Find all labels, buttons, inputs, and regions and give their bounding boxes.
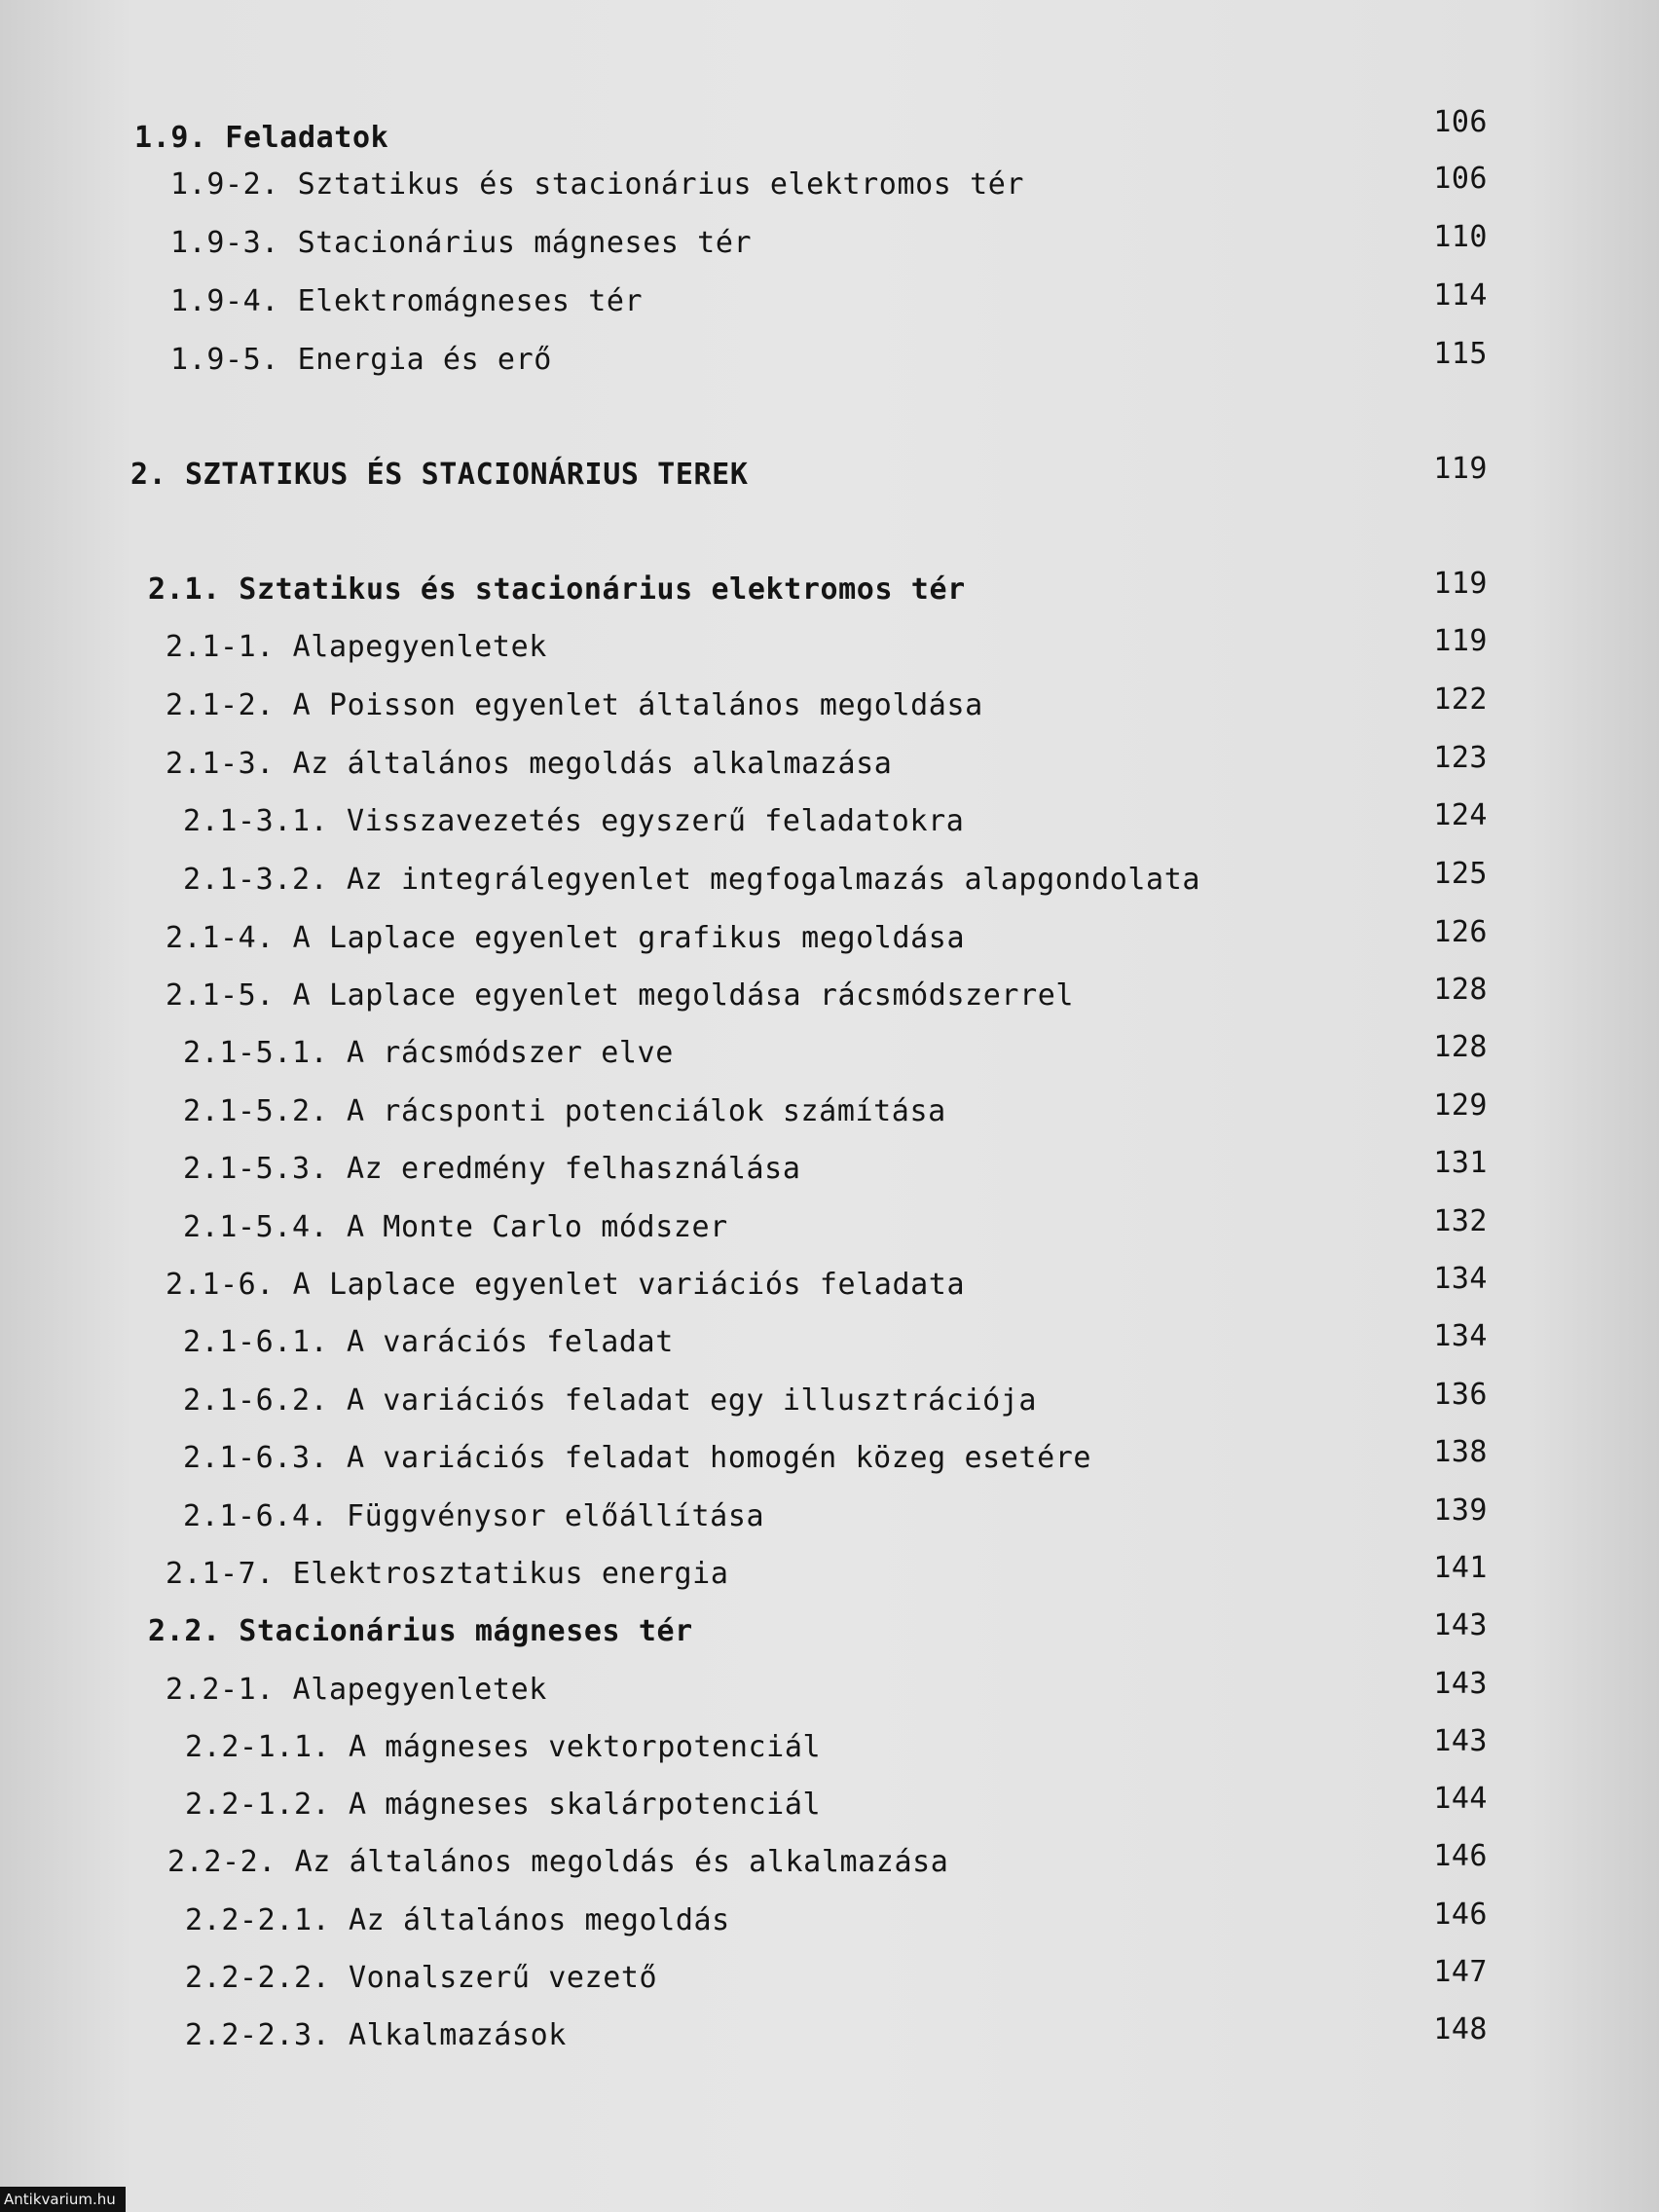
toc-entry-page-number: 125 (1433, 857, 1488, 891)
toc-entry-label: 2.1-5. A Laplace egyenlet megoldása rácsmódszerrel (166, 978, 1075, 1013)
toc-entry-label: 2.2-2.1. Az általános megoldás (185, 1903, 730, 1937)
toc-entry-page-number: 131 (1433, 1146, 1488, 1180)
toc-entry-page-number: 119 (1433, 567, 1488, 601)
toc-entry-label: 2. SZTATIKUS ÉS STACIONÁRIUS TEREK (130, 458, 749, 492)
toc-entry-label: 2.1-3.2. Az integrálegyenlet megfogalmazás alapgondolata (183, 863, 1201, 897)
toc-entry-label: 2.2-2.3. Alkalmazások (185, 2018, 567, 2052)
toc-entry-label: 1.9-5. Energia és erő (170, 343, 552, 377)
toc-entry-label: 2.2-1.1. A mágneses vektorpotenciál (185, 1730, 822, 1764)
toc-entry-label: 2.2. Stacionárius mágneses tér (148, 1614, 693, 1648)
toc-entry-page-number: 106 (1433, 162, 1488, 196)
toc-entry-page-number: 134 (1433, 1262, 1488, 1296)
toc-entry-page-number: 146 (1433, 1839, 1488, 1873)
toc-entry-label: 2.1-6.1. A varációs feladat (183, 1325, 674, 1359)
toc-entry-page-number: 134 (1433, 1319, 1488, 1353)
toc-entry-page-number: 147 (1433, 1955, 1488, 1989)
toc-entry-label: 2.2-2.2. Vonalszerű vezető (185, 1961, 658, 1995)
toc-entry-page-number: 124 (1433, 798, 1488, 832)
toc-entry-page-number: 128 (1433, 1030, 1488, 1064)
toc-entry-page-number: 123 (1433, 741, 1488, 775)
toc-entry-label: 2.1-6.4. Függvénysor előállítása (183, 1499, 765, 1533)
toc-entry-page-number: 132 (1433, 1204, 1488, 1238)
toc-entry-page-number: 119 (1433, 452, 1488, 486)
toc-entry-label: 1.9-4. Elektromágneses tér (170, 284, 644, 318)
toc-entry-label: 2.1-6. A Laplace egyenlet variációs feladata (166, 1268, 966, 1302)
watermark-label: Antikvarium.hu (0, 2187, 126, 2212)
toc-entry-label: 2.1-4. A Laplace egyenlet grafikus megoldása (166, 921, 966, 955)
toc-entry-page-number: 143 (1433, 1667, 1488, 1701)
toc-entry-page-number: 128 (1433, 973, 1488, 1007)
toc-entry-page-number: 144 (1433, 1782, 1488, 1816)
toc-entry-page-number: 122 (1433, 682, 1488, 717)
toc-entry-page-number: 136 (1433, 1378, 1488, 1412)
toc-entry-page-number: 114 (1433, 278, 1488, 313)
toc-entry-label: 1.9-3. Stacionárius mágneses tér (170, 226, 753, 260)
toc-entry-label: 2.2-1. Alapegyenletek (166, 1673, 547, 1707)
toc-entry-page-number: 138 (1433, 1435, 1488, 1469)
toc-entry-label: 2.1. Sztatikus és stacionárius elektromos tér (148, 572, 966, 607)
toc-entry-page-number: 129 (1433, 1088, 1488, 1123)
toc-entry-page-number: 119 (1433, 624, 1488, 658)
toc-entry-page-number: 143 (1433, 1608, 1488, 1642)
toc-entry-label: 2.1-1. Alapegyenletek (166, 630, 547, 664)
toc-entry-page-number: 141 (1433, 1551, 1488, 1585)
toc-entry-label: 2.1-7. Elektrosztatikus energia (166, 1557, 729, 1591)
toc-entry-label: 2.2-1.2. A mágneses skalárpotenciál (185, 1788, 822, 1822)
toc-entry-page-number: 148 (1433, 2012, 1488, 2046)
toc-entry-page-number: 106 (1433, 105, 1488, 139)
toc-entry-label: 2.1-5.1. A rácsmódszer elve (183, 1036, 674, 1070)
toc-entry-label: 2.1-5.2. A rácsponti potenciálok számítása (183, 1094, 946, 1128)
toc-entry-label: 1.9-2. Sztatikus és stacionárius elektromos tér (170, 167, 1025, 202)
toc-entry-label: 2.1-6.3. A variációs feladat homogén közeg esetére (183, 1441, 1092, 1475)
toc-entry-label: 2.1-6.2. A variációs feladat egy illusztrációja (183, 1383, 1038, 1418)
toc-entry-page-number: 126 (1433, 915, 1488, 949)
toc-entry-label: 2.1-3.1. Visszavezetés egyszerű feladatokra (183, 804, 965, 838)
toc-entry-page-number: 110 (1433, 220, 1488, 254)
toc-entry-label: 1.9. Feladatok (134, 121, 389, 155)
toc-entry-label: 2.1-3. Az általános megoldás alkalmazása (166, 747, 893, 781)
toc-entry-page-number: 146 (1433, 1898, 1488, 1932)
toc-entry-label: 2.1-5.4. A Monte Carlo módszer (183, 1210, 728, 1244)
toc-entry-page-number: 139 (1433, 1493, 1488, 1528)
toc-entry-label: 2.1-5.3. Az eredmény felhasználása (183, 1152, 801, 1186)
toc-entry-label: 2.1-2. A Poisson egyenlet általános megoldása (166, 688, 983, 722)
toc-entry-page-number: 143 (1433, 1724, 1488, 1758)
toc-entry-page-number: 115 (1433, 337, 1488, 371)
toc-entry-label: 2.2-2. Az általános megoldás és alkalmazása (167, 1845, 949, 1879)
